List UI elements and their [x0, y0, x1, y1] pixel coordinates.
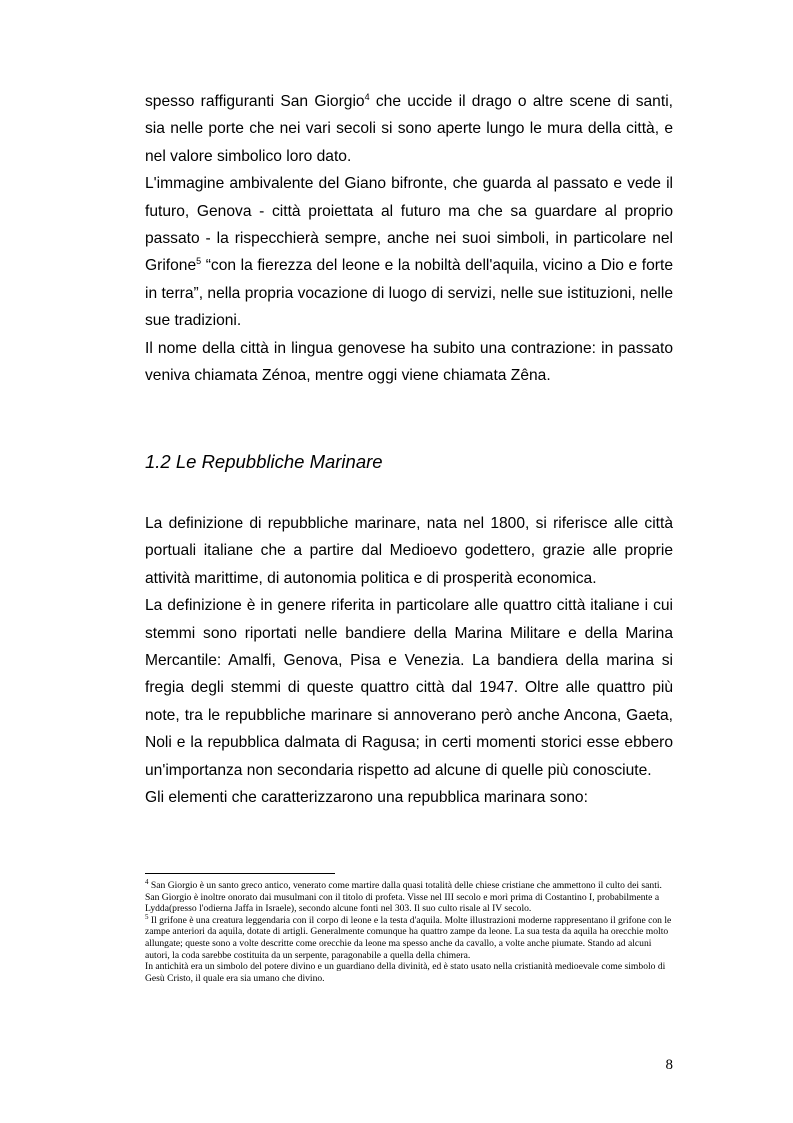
section-text-block [145, 510, 673, 811]
footnote-ref-4[interactable]: 4 [364, 91, 370, 102]
intro-paragraph-2-text-a: L'immagine ambivalente del Giano bifronte, che guarda al passato e vede il futuro, Genova - città proiettata al futuro ma che sa guardare al proprio passato - la rispecchierà sempre, anche nei suoi simboli, in particolare nel Grifone [145, 175, 673, 275]
section-paragraph-3: Gli elementi che caratterizzarono una repubblica marinara sono: [145, 789, 588, 807]
intro-text-block [145, 88, 673, 389]
intro-paragraph-2-text-b: “con la fierezza del leone e la nobiltà dell'aquila, vicino a Dio e forte in terra”, nella propria vocazione di luogo di servizi, nelle sue istituzioni, nelle sue tradizioni. [145, 257, 673, 330]
footnote-4 [145, 877, 673, 892]
footnote-5 [145, 912, 673, 961]
page-number: 8 [665, 1057, 673, 1073]
footnote-4-continued: San Giorgio è inoltre onorato dai musulmani con il titolo di profeta. Visse nel III secolo e morì prima di Costantino I, probabilmente a Lydda(presso l'odierna Jaffa in Israele), secondo alcune fonti nel 303. Il suo culto risale al IV secolo. [145, 891, 660, 915]
intro-paragraph-1 [145, 88, 673, 170]
section-paragraph-2: La definizione è in genere riferita in particolare alle quattro città italiane i cui stemmi sono riportati nelle bandiere della Marina Militare e della Marina Mercantile: Amalfi, Genova, Pisa e Venezia. La bandiera della marina si fregia degli stemmi di queste quattro città dal 1947. Oltre alle quattro più note, tra le repubbliche marinare si annoverano però anche Ancona, Gaeta, Noli e la repubblica dalmata di Ragusa; in certi momenti storici esse ebbero un'importanza non secondaria rispetto ad alcune di quelle più conosciute. [145, 597, 673, 779]
footnotes-block [145, 877, 673, 984]
footnote-4-number: 4 [145, 877, 149, 886]
intro-paragraph-1-text-b: che uccide il drago o altre scene di santi, sia nelle porte che nei vari secoli si sono aperte lungo le mura della città, e nel valore simbolico loro dato. [145, 93, 673, 165]
footnote-5-text-a: Il grifone è una creatura leggendaria con il corpo di leone e la testa d'aquila. Molte illustrazioni moderne rappresentano il grifone con le zampe anteriori da aquila, dotate di artigli. Generalmente comunque ha quattro zampe da leone. La sua testa da aquila ha orecchie molto allungate; queste sono a volte descritte come orecchie da leone ma spesso anche da cavallo, a volte anche piumate. Stando ad alcuni autori, la coda sarebbe costituita da un serpente, paragonabile a quella della chimera. [145, 914, 672, 961]
section-heading: 1.2 Le Repubbliche Marinare [145, 451, 383, 472]
footnote-5-continued: In antichità era un simbolo del potere divino e un guardiano della divinità, ed è stato usato nella cristianità medioevale come simbolo di Gesù Cristo, il quale era sia umano che divino. [145, 961, 666, 984]
footnote-ref-5[interactable]: 5 [196, 256, 202, 267]
footnote-separator [145, 873, 335, 874]
intro-paragraph-1-text-a: spesso raffiguranti San Giorgio [145, 93, 365, 110]
intro-paragraph-2 [145, 170, 673, 334]
footnote-5-number: 5 [145, 912, 149, 921]
intro-paragraph-3: Il nome della città in lingua genovese ha subito una contrazione: in passato veniva chiamata Zénoa, mentre oggi viene chiamata Zêna. [145, 339, 673, 385]
section-paragraph-1: La definizione di repubbliche marinare, nata nel 1800, si riferisce alle città portuali italiane che a partire dal Medioevo godettero, grazie alle proprie attività marittime, di autonomia politica e di prosperità economica. [145, 515, 673, 587]
footnote-4-text-a: San Giorgio è un santo greco antico, venerato come martire dalla quasi totalità delle chiese cristiane che ammettono il culto dei santi. [148, 880, 662, 891]
